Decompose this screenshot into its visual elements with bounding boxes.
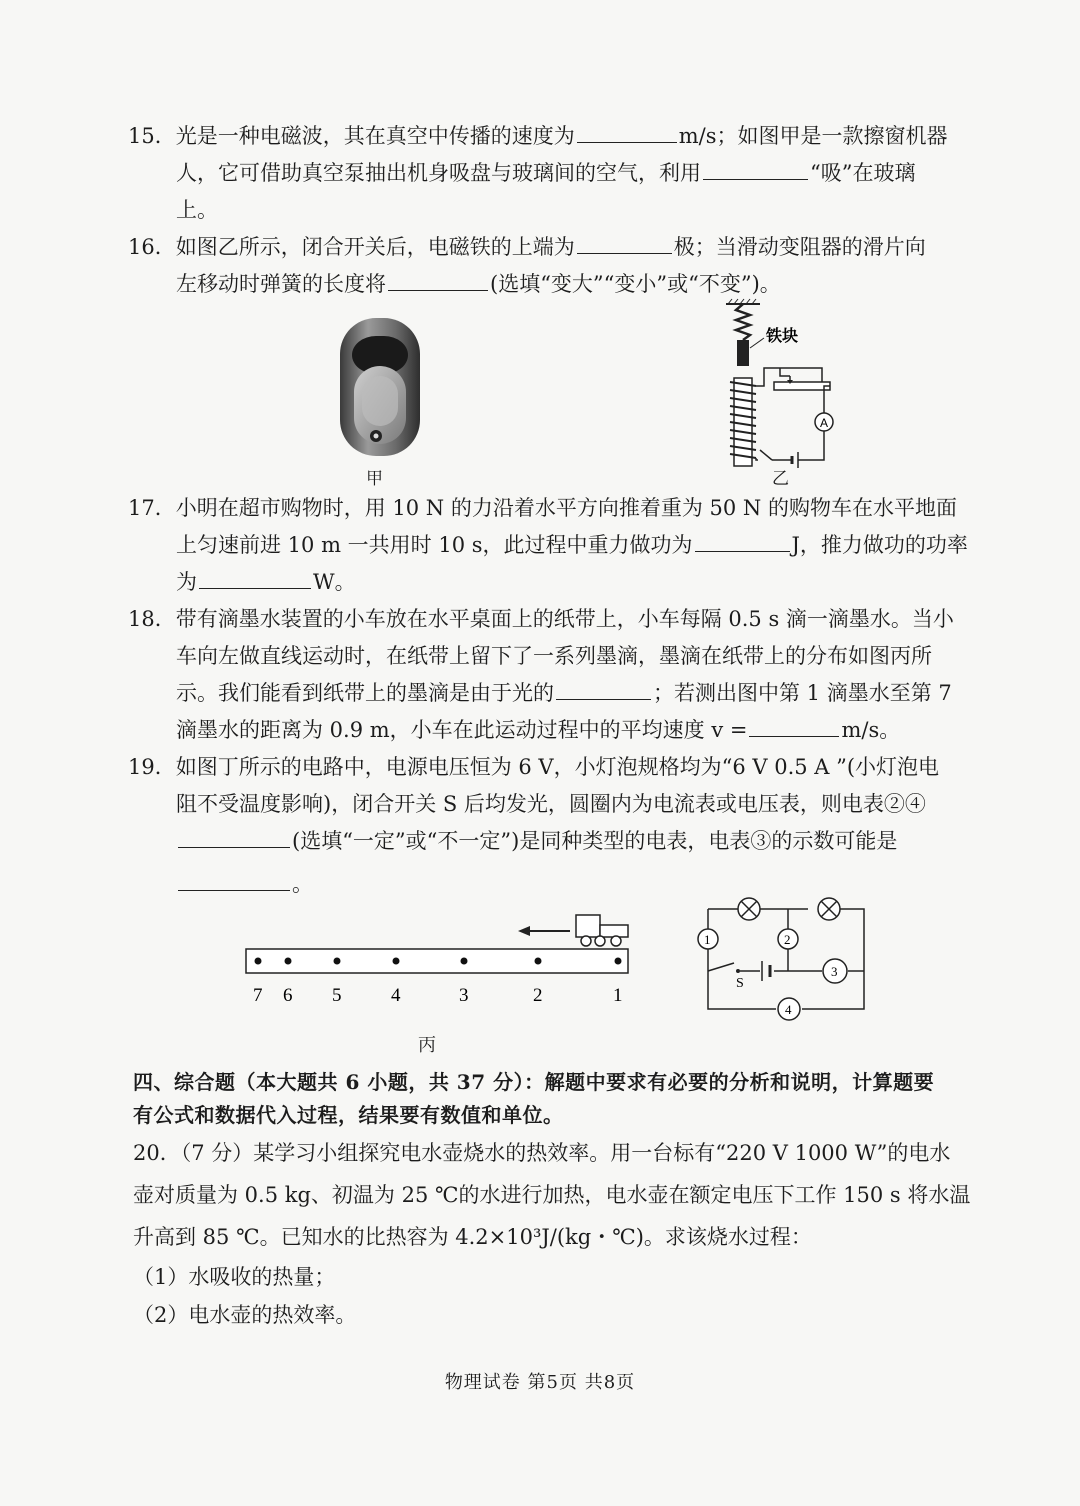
- q16-text-2b: (选填“变大”“变小”或“不变”)。: [490, 272, 781, 296]
- ammeter-letter: A: [820, 416, 829, 430]
- question-15: [128, 118, 958, 229]
- meter-4-label: 4: [785, 1002, 792, 1017]
- q17-text-3b: W。: [313, 570, 356, 594]
- ink-drop-number: 1: [613, 985, 623, 1006]
- ink-drop-number: 5: [332, 985, 342, 1006]
- meter-3-label: 3: [831, 964, 838, 979]
- electromagnet-circuit: [716, 298, 846, 488]
- question-17: [128, 490, 968, 601]
- meter-2-label: 2: [784, 932, 791, 947]
- figure-jia-label: 甲: [366, 469, 383, 489]
- q17-text-3a: 为: [176, 570, 197, 594]
- question-19: [128, 749, 958, 903]
- q15-text-1b: m/s；如图甲是一款擦窗机器: [678, 124, 948, 148]
- q18-text-4a: 滴墨水的距离为 0.9 m，小车在此运动过程中的平均速度 v =: [176, 718, 748, 742]
- q18-text-3b: ；若测出图中第 1 滴墨水至第 7: [653, 681, 952, 705]
- q19-text-4b: 。: [292, 872, 313, 896]
- toy-cart: [576, 915, 628, 946]
- question-18: [128, 601, 958, 749]
- answer-blank: [749, 714, 839, 737]
- section-4-header: [133, 1066, 953, 1132]
- answer-blank: [199, 566, 311, 589]
- ink-drop: [334, 958, 341, 965]
- q16-text-2a: 左移动时弹簧的长度将: [176, 272, 386, 296]
- q19-text-2: 阻不受温度影响)，闭合开关 S 后均发光，圆圈内为电流表或电压表，则电表②④: [176, 792, 926, 816]
- switch-label: S: [736, 976, 744, 991]
- answer-blank: [178, 868, 290, 891]
- q15-text-2a: 人，它可借助真空泵抽出机身吸盘与玻璃间的空气，利用: [176, 161, 701, 185]
- lamp-1: [738, 898, 760, 920]
- ink-drop: [615, 958, 622, 965]
- ink-drop: [535, 958, 542, 965]
- page-footer: 物理试卷 第5页 共8页: [444, 1372, 636, 1393]
- figure-bing-label: 丙: [418, 1035, 436, 1056]
- q20-text-5: （2）电水壶的热效率。: [133, 1303, 357, 1327]
- q20-text-3: 升高到 85 ℃。已知水的比热容为 4.2×10³J/(kg・℃)。求该烧水过程：: [133, 1225, 812, 1249]
- ink-drop-number: 7: [253, 985, 263, 1006]
- answer-blank: [178, 825, 290, 848]
- figure-yi-label: 乙: [772, 469, 789, 489]
- question-16: [128, 229, 958, 303]
- figure-jia: [336, 314, 426, 494]
- figure-ding: [690, 893, 880, 1023]
- ink-drop-number: 2: [533, 985, 543, 1006]
- q20-text-1: 20．（7 分）某学习小组探究电水壶烧水的热效率。用一台标有“220 V 1000 W”的电水: [133, 1141, 951, 1165]
- figure-bing: [240, 905, 640, 1065]
- q15-text-2b: “吸”在玻璃: [810, 161, 916, 185]
- answer-blank: [703, 157, 808, 180]
- q17-text-2a: 上匀速前进 10 m 一共用时 10 s，此过程中重力做功为: [176, 533, 693, 557]
- q19-text-3b: (选填“一定”或“不一定”)是同种类型的电表，电表③的示数可能是: [292, 829, 898, 853]
- section-4-line-2: 有公式和数据代入过程，结果要有数值和单位。: [133, 1103, 564, 1127]
- answer-blank: [577, 231, 672, 254]
- section-4-line-1: 四、综合题（本大题共 6 小题，共 37 分）：解题中要求有必要的分析和说明，计算题要: [133, 1070, 935, 1094]
- ink-drop-number: 3: [459, 985, 469, 1006]
- q17-text-2b: J，推力做功的功率: [791, 533, 968, 557]
- paper-tape-diagram: [240, 905, 640, 1015]
- q19-text-1: 19．如图丁所示的电路中，电源电压恒为 6 V，小灯泡规格均为“6 V 0.5 A ”(小灯泡电: [128, 755, 940, 779]
- q18-text-3a: 示。我们能看到纸带上的墨滴是由于光的: [176, 681, 554, 705]
- meter-circuit-diagram: [690, 893, 880, 1023]
- q18-text-4b: m/s。: [841, 718, 901, 742]
- answer-blank: [577, 120, 677, 143]
- q16-text-1a: 16．如图乙所示，闭合开关后，电磁铁的上端为: [128, 235, 575, 259]
- q15-text-3: 上。: [176, 198, 218, 222]
- ink-drop: [461, 958, 468, 965]
- meter-1-label: 1: [704, 932, 711, 947]
- q17-text-1: 17．小明在超市购物时，用 10 N 的力沿着水平方向推着重为 50 N 的购物车在水平地面: [128, 496, 957, 520]
- answer-blank: [388, 268, 488, 291]
- answer-blank: [556, 677, 651, 700]
- ink-drop-number: 4: [391, 985, 401, 1006]
- ink-drop: [285, 958, 292, 965]
- question-20: [133, 1132, 971, 1334]
- q18-text-2: 车向左做直线运动时，在纸带上留下了一系列墨滴，墨滴在纸带上的分布如图丙所: [176, 644, 932, 668]
- figure-yi: [716, 298, 846, 488]
- answer-blank: [695, 529, 790, 552]
- q16-text-1b: 极；当滑动变阻器的滑片向: [673, 235, 926, 259]
- q20-text-4: （1）水吸收的热量；: [133, 1265, 336, 1289]
- q18-text-1: 18．带有滴墨水装置的小车放在水平桌面上的纸带上，小车每隔 0.5 s 滴一滴墨水。当小: [128, 607, 954, 631]
- ink-drop-number: 6: [283, 985, 293, 1006]
- q15-text-1a: 15．光是一种电磁波，其在真空中传播的速度为: [128, 124, 575, 148]
- ink-drop: [255, 958, 262, 965]
- iron-block-label: 铁块: [766, 326, 799, 345]
- q20-text-2: 壶对质量为 0.5 kg、初温为 25 ℃的水进行加热，电水壶在额定电压下工作 150 s 将水温: [133, 1183, 971, 1207]
- ink-drop: [393, 958, 400, 965]
- lamp-2: [818, 898, 840, 920]
